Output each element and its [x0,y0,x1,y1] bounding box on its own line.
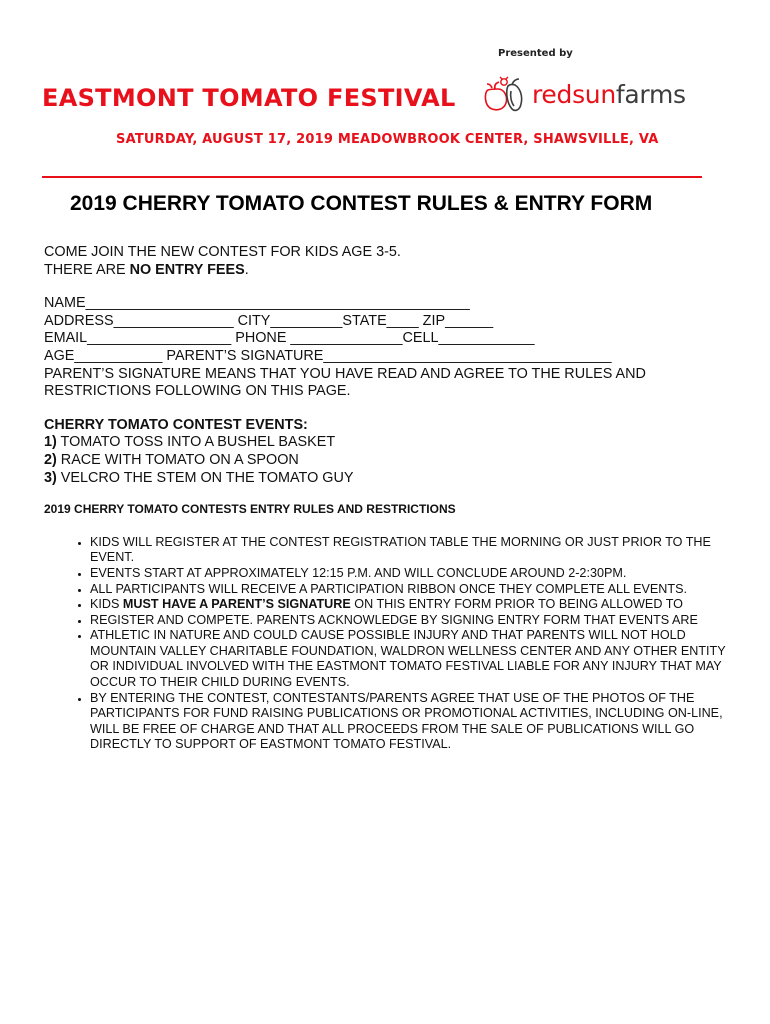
event-text: TOMATO TOSS INTO A BUSHEL BASKET [56,434,336,451]
rule-item: • BY ENTERING THE CONTEST, CONTESTANTS/PARENTS AGREE THAT USE OF THE PHOTOS OF THE PARTICIPANTS FOR FUND RAISING PUBLICATIONS OR PROMOTIONAL ACTIVITIES, INCLUDING ON-LINE, WILL BE FREE OF CHARGE AND THAT ALL PROCEEDS FROM THE SALE OF PUBLICATIONS WILL GO DIRECTLY TO SUPPORT OF EASTMONT TOMATO FESTIVAL. [90,691,734,753]
rule-text: ON THIS ENTRY FORM PRIOR TO BEING ALLOWED TO [350,597,683,612]
rule-item: • REGISTER AND COMPETE. PARENTS ACKNOWLEDGE BY SIGNING ENTRY FORM THAT EVENTS ARE [90,613,734,629]
intro-period: . [244,261,249,278]
rule-item: • ALL PARTICIPANTS WILL RECEIVE A PARTICIPATION RIBBON ONCE THEY COMPLETE ALL EVENTS. [90,582,734,598]
event-item [44,470,734,488]
rule-item: • KIDS WILL REGISTER AT THE CONTEST REGISTRATION TABLE THE MORNING OR JUST PRIOR TO THE EVENT. [90,535,734,566]
signature-note: PARENT’S SIGNATURE MEANS THAT YOU HAVE READ AND AGREE TO THE RULES AND RESTRICTIONS FOLLOWING ON THIS PAGE. [44,365,646,400]
parent-signature-emphasis: MUST HAVE A PARENT’S SIGNATURE [122,597,351,612]
rule-text: KIDS [90,597,123,612]
header-divider [42,176,702,178]
rules-heading: 2019 CHERRY TOMATO CONTESTS ENTRY RULES AND RESTRICTIONS [44,502,456,517]
form-body [44,244,734,753]
event-text: VELCRO THE STEM ON THE TOMATO GUY [56,469,354,486]
age-signature-field[interactable]: AGE___________ PARENT’S SIGNATURE____________________________________ [44,347,612,364]
intro-line-2 [44,262,734,280]
vegetables-icon [482,76,528,112]
event-text: RACE WITH TOMATO ON A SPOON [56,451,299,468]
event-number: 3) [44,469,57,486]
sponsor-name-red: redsun [532,79,616,109]
sponsor-name-gray: farms [615,79,686,109]
event-item [44,452,734,470]
rules-list [44,535,734,753]
intro-line-1: COME JOIN THE NEW CONTEST FOR KIDS AGE 3-5. [44,244,401,260]
intro-text: THERE ARE [44,261,130,278]
rule-item [90,597,734,613]
no-entry-fees: NO ENTRY FEES [129,261,245,278]
event-item [44,434,734,452]
address-field[interactable]: ADDRESS_______________ CITY_________STATE____ ZIP______ [44,312,494,329]
event-details: SATURDAY, AUGUST 17, 2019 MEADOWBROOK CENTER, SHAWSVILLE, VA [116,132,659,147]
events-heading: CHERRY TOMATO CONTEST EVENTS: [44,416,308,433]
form-title: 2019 CHERRY TOMATO CONTEST RULES & ENTRY FORM [70,192,653,215]
festival-title: EASTMONT TOMATO FESTIVAL [42,84,456,112]
rule-item: • ATHLETIC IN NATURE AND COULD CAUSE POSSIBLE INJURY AND THAT PARENTS WILL NOT HOLD MOUNTAIN VALLEY CHARITABLE FOUNDATION, WALDRON WELLNESS CENTER AND ANY OTHER ENTITY OR INDIVIDUAL INVOLVED WITH THE EASTMONT TOMATO FESTIVAL LIABLE FOR ANY INJURY THAT MAY OCCUR TO THEIR CHILD DURING EVENTS. [90,628,734,690]
event-number: 1) [44,434,57,451]
sponsor-logo [482,76,686,112]
rule-item: • EVENTS START AT APPROXIMATELY 12:15 P.M. AND WILL CONCLUDE AROUND 2-2:30PM. [90,566,734,582]
name-field[interactable]: NAME________________________________________________ [44,295,470,312]
presented-by-label: Presented by [498,48,573,59]
email-field[interactable]: EMAIL__________________ PHONE ______________CELL____________ [44,330,535,347]
event-number: 2) [44,451,57,468]
